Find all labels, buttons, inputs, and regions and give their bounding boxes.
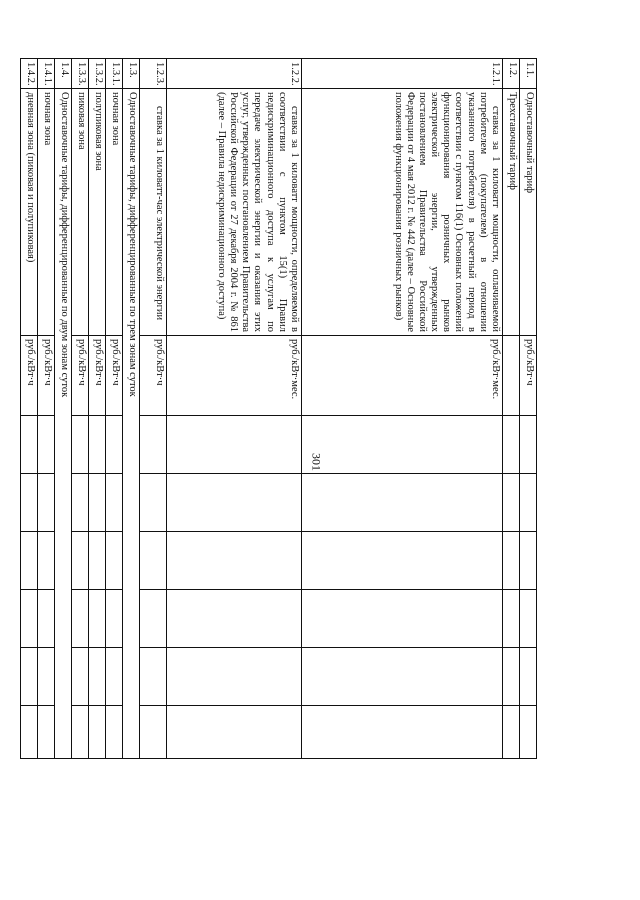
- row-unit: руб./кВт·мес.: [167, 336, 302, 416]
- row-number: 1.3.1.: [106, 59, 123, 89]
- empty-value-cell: [89, 532, 106, 590]
- row-name: ночная зона: [106, 89, 123, 336]
- empty-value-cell: [89, 706, 106, 759]
- empty-value-cell: [302, 416, 503, 474]
- empty-value-cell: [167, 416, 302, 474]
- row-name: полупиковая зона: [89, 89, 106, 336]
- empty-value-cell: [520, 532, 537, 590]
- row-number: 1.2.1.: [302, 59, 503, 89]
- row-unit: руб./кВт·ч: [21, 336, 38, 416]
- empty-value-cell: [302, 532, 503, 590]
- table-row: [123, 59, 140, 759]
- empty-value-cell: [140, 416, 167, 474]
- row-number: 1.4.1.: [38, 59, 55, 89]
- empty-value-cell: [503, 416, 520, 474]
- empty-value-cell: [38, 706, 55, 759]
- empty-value-cell: [38, 474, 55, 532]
- empty-value-cell: [72, 590, 89, 648]
- row-unit: руб./кВт·ч: [140, 336, 167, 416]
- empty-value-cell: [167, 648, 302, 706]
- row-number: 1.2.2.: [167, 59, 302, 89]
- row-name: ставка за 1 киловатт мощности, оплачиваемой потребителем (покупателем) в отношении указанного потребителя) в расчетный период в соответствии с пунктом 116(1) Основных положений функционирования розничных рынков электрической энергии, утвержденных постановлением Правительства Российской Федерации от 4 мая 2012 г. № 442 (далее – Основные положения функционирования розничных рынков): [302, 89, 503, 336]
- row-section-title: Одноставочные тарифы, дифференцированные по двум зонам суток: [55, 89, 72, 759]
- row-unit: руб./кВт·мес.: [302, 336, 503, 416]
- row-unit: руб./кВт·ч: [89, 336, 106, 416]
- row-number: 1.2.3.: [140, 59, 167, 89]
- empty-value-cell: [302, 590, 503, 648]
- table-row: [140, 59, 167, 759]
- row-number: 1.3.2.: [89, 59, 106, 89]
- empty-value-cell: [167, 474, 302, 532]
- empty-value-cell: [503, 474, 520, 532]
- empty-value-cell: [167, 532, 302, 590]
- table-row: [72, 59, 89, 759]
- table-row: [21, 59, 38, 759]
- empty-value-cell: [503, 648, 520, 706]
- empty-value-cell: [72, 474, 89, 532]
- empty-value-cell: [106, 532, 123, 590]
- row-number: 1.3.3.: [72, 59, 89, 89]
- empty-value-cell: [72, 416, 89, 474]
- empty-value-cell: [140, 532, 167, 590]
- table-row: [55, 59, 72, 759]
- empty-value-cell: [89, 648, 106, 706]
- row-unit: руб./кВт·ч: [72, 336, 89, 416]
- row-name: ночная зона: [38, 89, 55, 336]
- empty-value-cell: [21, 706, 38, 759]
- empty-value-cell: [140, 474, 167, 532]
- empty-value-cell: [503, 706, 520, 759]
- row-unit: руб./кВт·ч: [38, 336, 55, 416]
- row-name: ставка за 1 киловатт мощности, определяемой в соответствии с пунктом 15(1) Правил недискриминационного доступа к услугам по передаче электрической энергии и оказания этих услуг, утвержденных постановлением Правительства Российской Федерации от 27 декабря 2004 г. № 861 (далее – Правила недискриминационного доступа): [167, 89, 302, 336]
- empty-value-cell: [302, 648, 503, 706]
- empty-value-cell: [21, 532, 38, 590]
- empty-value-cell: [503, 590, 520, 648]
- empty-value-cell: [106, 706, 123, 759]
- tariff-table: [20, 58, 537, 759]
- empty-value-cell: [140, 648, 167, 706]
- row-name: ставка за 1 киловатт-час электрической энергии: [140, 89, 167, 336]
- empty-value-cell: [89, 590, 106, 648]
- empty-value-cell: [302, 706, 503, 759]
- empty-value-cell: [89, 416, 106, 474]
- empty-value-cell: [38, 532, 55, 590]
- row-name: пиковая зона: [72, 89, 89, 336]
- empty-value-cell: [106, 648, 123, 706]
- empty-value-cell: [38, 416, 55, 474]
- empty-value-cell: [72, 706, 89, 759]
- table-row: [106, 59, 123, 759]
- row-name: Одноставочный тариф: [520, 89, 537, 336]
- row-number: 1.3.: [123, 59, 140, 89]
- row-unit: руб./кВт·ч: [520, 336, 537, 416]
- empty-value-cell: [167, 706, 302, 759]
- empty-value-cell: [503, 532, 520, 590]
- empty-value-cell: [38, 648, 55, 706]
- row-name: дневная зона (пиковая и полупиковая): [21, 89, 38, 336]
- empty-value-cell: [72, 532, 89, 590]
- empty-value-cell: [520, 590, 537, 648]
- row-number: 1.4.2.: [21, 59, 38, 89]
- row-unit: руб./кВт·ч: [106, 336, 123, 416]
- empty-value-cell: [21, 474, 38, 532]
- empty-value-cell: [167, 590, 302, 648]
- empty-value-cell: [520, 648, 537, 706]
- row-number: 1.2.: [503, 59, 520, 89]
- page-number: 301: [309, 453, 324, 471]
- row-name: Трехставочный тариф: [503, 89, 520, 336]
- table-row: [503, 59, 520, 759]
- empty-value-cell: [72, 648, 89, 706]
- empty-value-cell: [38, 590, 55, 648]
- row-number: 1.1.: [520, 59, 537, 89]
- row-number: 1.4.: [55, 59, 72, 89]
- row-section-title: Одноставочные тарифы, дифференцированные по трем зонам суток: [123, 89, 140, 759]
- row-unit: [503, 336, 520, 416]
- table-row: [89, 59, 106, 759]
- table-row: [302, 59, 503, 759]
- empty-value-cell: [106, 474, 123, 532]
- empty-value-cell: [106, 416, 123, 474]
- empty-value-cell: [520, 706, 537, 759]
- empty-value-cell: [106, 590, 123, 648]
- empty-value-cell: [302, 474, 503, 532]
- table-wrapper: [25, 58, 537, 758]
- empty-value-cell: [21, 416, 38, 474]
- empty-value-cell: [140, 706, 167, 759]
- empty-value-cell: [21, 590, 38, 648]
- empty-value-cell: [140, 590, 167, 648]
- table-row: [167, 59, 302, 759]
- table-body: [21, 59, 537, 759]
- empty-value-cell: [21, 648, 38, 706]
- empty-value-cell: [520, 474, 537, 532]
- table-row: [38, 59, 55, 759]
- table-row: [520, 59, 537, 759]
- empty-value-cell: [520, 416, 537, 474]
- empty-value-cell: [89, 474, 106, 532]
